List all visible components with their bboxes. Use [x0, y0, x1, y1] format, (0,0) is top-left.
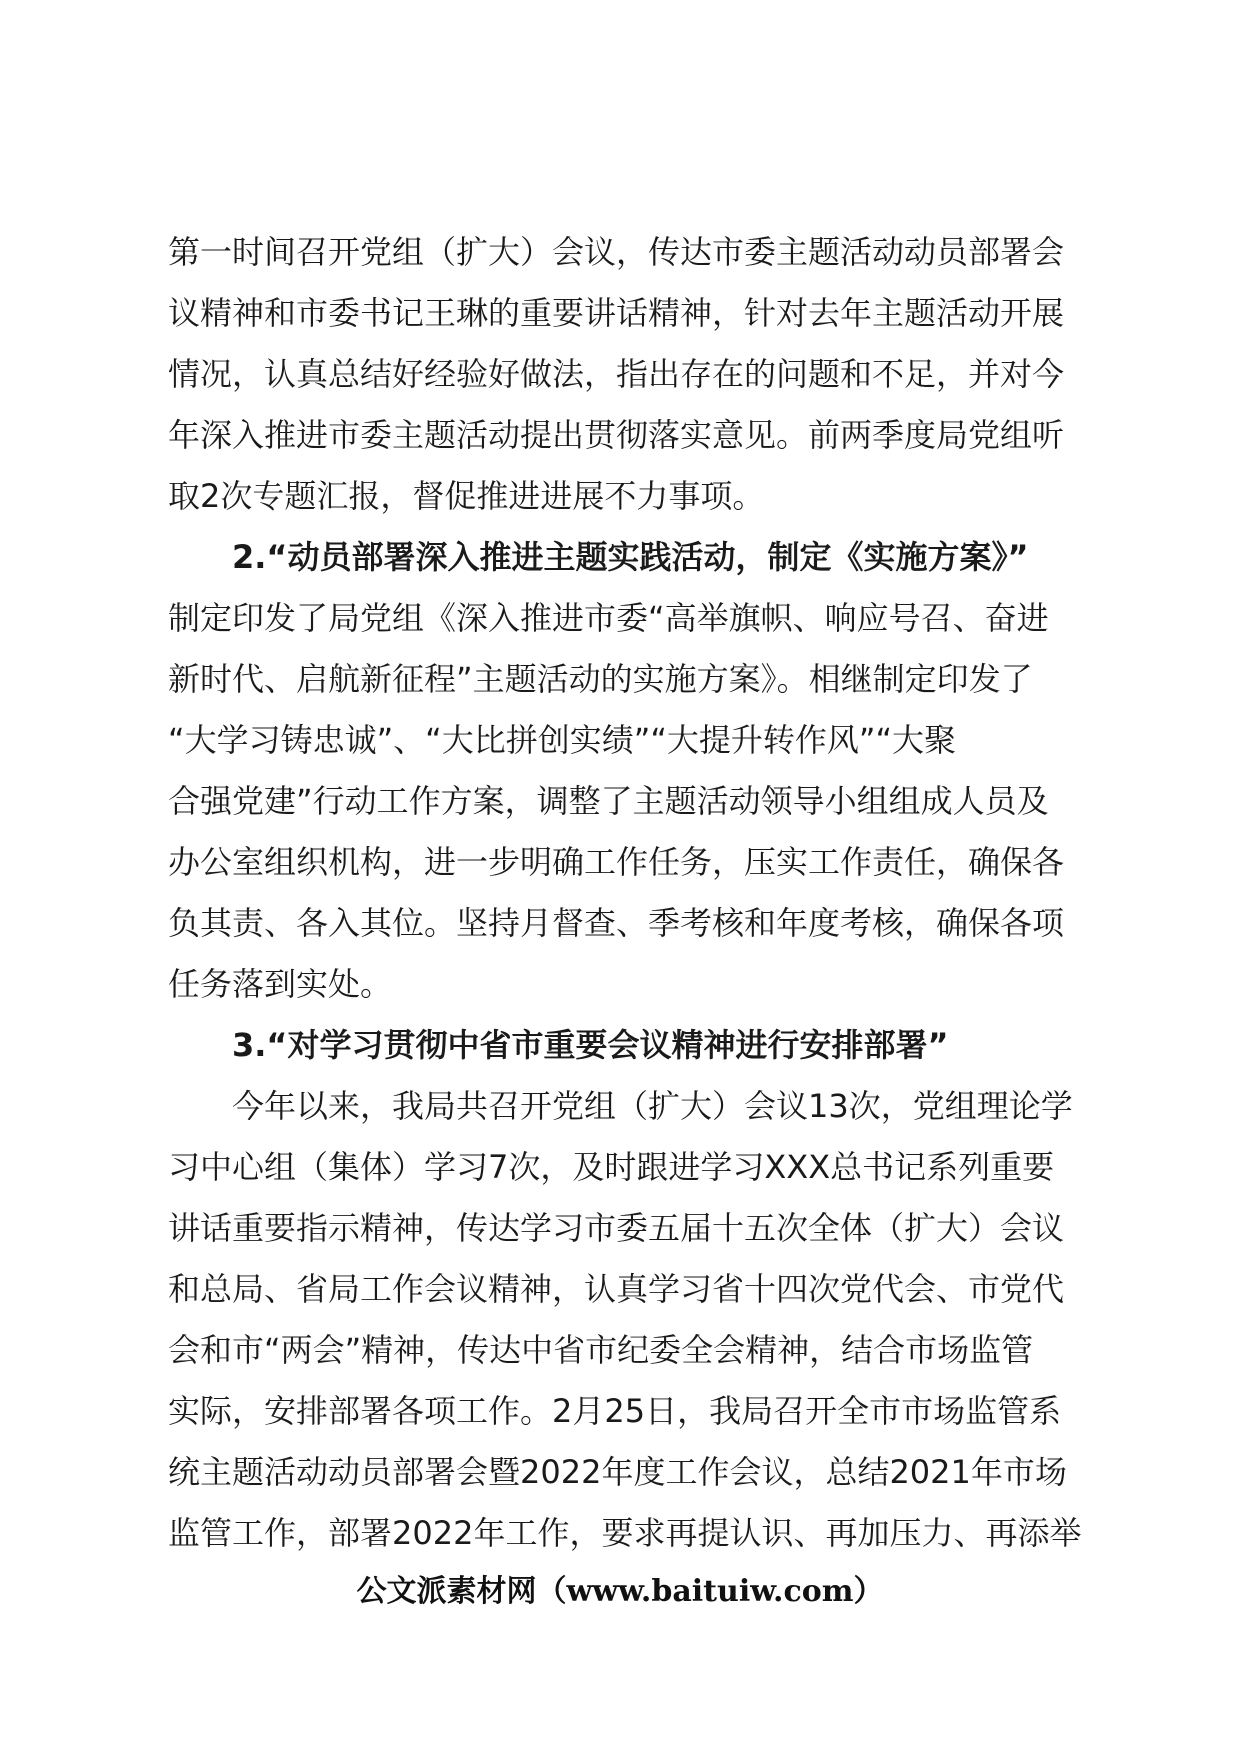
body-line: 统主题活动动员部署会暨2022年度工作会议，总结2021年市场 [168, 1453, 1067, 1491]
body-line: 和总局、省局工作会议精神，认真学习省十四次党代会、市党代 [168, 1270, 1065, 1308]
paragraph-start-line: 今年以来，我局共召开党组（扩大）会议13次，党组理论学 [232, 1087, 1073, 1125]
body-line: 合强党建”行动工作方案，调整了主题活动领导小组组成人员及 [168, 782, 1049, 820]
body-line: 会和市“两会”精神，传达中省市纪委全会精神，结合市场监管 [168, 1331, 1034, 1369]
body-line: “大学习铸忠诚”、“大比拼创实绩”“大提升转作风”“大聚 [168, 721, 957, 759]
body-line: 第一时间召开党组（扩大）会议，传达市委主题活动动员部署会 [168, 233, 1065, 271]
document-body [168, 222, 1120, 1564]
body-line: 制定印发了局党组《深入推进市委“高举旗帜、响应号召、奋进 [168, 599, 1049, 637]
body-line: 习中心组（集体）学习7次，及时跟进学习XXX总书记系列重要 [168, 1148, 1055, 1186]
section-heading-3: 3.“对学习贯彻中省市重要会议精神进行安排部署” [232, 1026, 949, 1064]
body-line: 实际，安排部署各项工作。2月25日，我局召开全市市场监管系 [168, 1392, 1062, 1430]
section-heading-2: 2.“动员部署深入推进主题实践活动，制定《实施方案》” [232, 538, 1029, 576]
page-footer-watermark: 公文派素材网（www.baituiw.com） [356, 1574, 884, 1609]
body-line: 办公室组织机构，进一步明确工作任务，压实工作责任，确保各 [168, 843, 1065, 881]
body-line: 负其责、各入其位。坚持月督查、季考核和年度考核，确保各项 [168, 904, 1065, 942]
body-line: 监管工作，部署2022年工作，要求再提认识、再加压力、再添举 [168, 1514, 1082, 1552]
body-line: 情况，认真总结好经验好做法，指出存在的问题和不足，并对今 [168, 355, 1065, 393]
body-line: 新时代、启航新征程”主题活动的实施方案》。相继制定印发了 [168, 660, 1033, 698]
body-line: 任务落到实处。 [168, 965, 393, 1003]
body-line: 取2次专题汇报，督促推进进展不力事项。 [168, 477, 765, 515]
body-line: 讲话重要指示精神，传达学习市委五届十五次全体（扩大）会议 [168, 1209, 1065, 1247]
body-line: 年深入推进市委主题活动提出贯彻落实意见。前两季度局党组听 [168, 416, 1065, 454]
body-line: 议精神和市委书记王琳的重要讲话精神，针对去年主题活动开展 [168, 294, 1065, 332]
